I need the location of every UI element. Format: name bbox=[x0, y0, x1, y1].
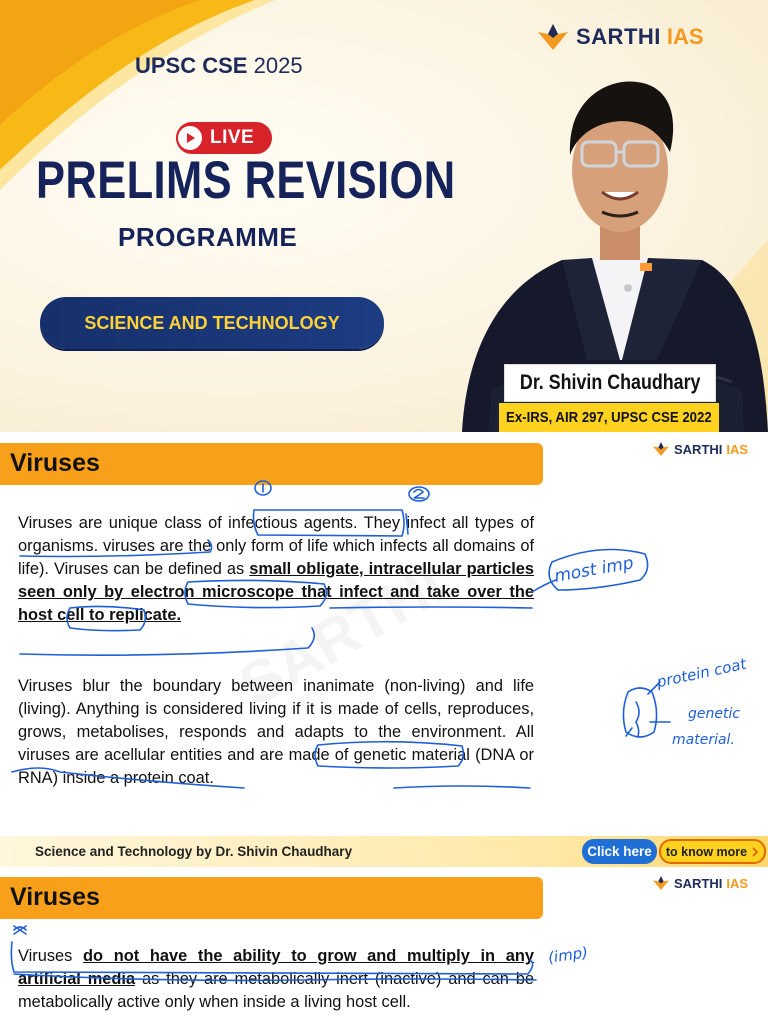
play-icon bbox=[176, 124, 204, 152]
note-material: material. bbox=[672, 732, 735, 748]
note-protein-coat: protein coat bbox=[655, 654, 748, 692]
presenter-credentials-text: Ex-IRS, AIR 297, UPSC CSE 2022 bbox=[506, 409, 712, 426]
brand-name: SARTHI bbox=[576, 24, 661, 49]
paragraph-text: Viruses are unique class of infectious agents. They infect all types of organisms. viruses are the only form of life which infects all domains of life). Viruses can be defined as bbox=[18, 514, 534, 578]
footer-text: Science and Technology by Dr. Shivin Chaudhary bbox=[35, 844, 353, 859]
slide-logo-ias: IAS bbox=[726, 441, 749, 457]
slide1-paragraph-2: Viruses blur the boundary between inanimate (non-living) and life (living). Anything is considered living if it is made of cells, reproduces, grows, metabolises, responds and adapts to the environment. All viruses are acellular entities and are made of genetic material (DNA or RNA) inside a protein coat. bbox=[18, 677, 534, 787]
presenter-credentials bbox=[499, 403, 719, 432]
slide-logo bbox=[652, 875, 748, 891]
note-genetic: genetic bbox=[688, 706, 741, 722]
note-most-imp: most imp bbox=[552, 553, 636, 587]
know-more-label: to know more bbox=[665, 844, 748, 859]
exam-label bbox=[135, 53, 303, 79]
presenter-name bbox=[504, 364, 716, 402]
subject-pill: SCIENCE AND TECHNOLOGY bbox=[40, 297, 384, 349]
promo-banner bbox=[0, 0, 768, 432]
paragraph-text: as they are metabolically inert (inactive) and can be metabolically active only when inside a living host cell. bbox=[18, 970, 534, 1011]
brand-logo bbox=[536, 22, 704, 52]
exam-name: UPSC CSE bbox=[135, 53, 248, 78]
know-more-button[interactable] bbox=[659, 839, 766, 864]
slide-title: Viruses bbox=[10, 883, 100, 911]
programme-subtitle: PROGRAMME bbox=[118, 222, 298, 252]
paragraph-text: Viruses bbox=[18, 947, 84, 965]
slide-logo-ias: IAS bbox=[726, 875, 749, 891]
chevron-right-icon bbox=[751, 847, 759, 857]
slide-title: Viruses bbox=[10, 449, 100, 477]
brand-mark-icon bbox=[652, 875, 670, 891]
slide-logo-name: SARTHI bbox=[674, 441, 723, 457]
definition-bold: small obligate, intracellular particles seen only by electron microscope that infect and take over the host cell to replicate. bbox=[18, 560, 534, 624]
brand-mark-icon bbox=[536, 22, 570, 52]
exam-year: 2025 bbox=[253, 53, 303, 78]
click-here-button[interactable]: Click here bbox=[582, 839, 657, 864]
note-imp: (imp) bbox=[546, 943, 590, 967]
slide-title-bar bbox=[0, 877, 543, 919]
presenter-name-text: Dr. Shivin Chaudhary bbox=[519, 371, 701, 394]
live-label: LIVE bbox=[210, 127, 255, 148]
slide-logo-name: SARTHI bbox=[674, 875, 723, 891]
programme-title: PRELIMS REVISION bbox=[36, 151, 456, 210]
key-statement-bold: do not have the ability to grow and multiply in any artificial media bbox=[18, 947, 534, 988]
handwritten-annotations bbox=[0, 432, 768, 836]
handwritten-annotations bbox=[0, 920, 768, 1024]
brand-ias: IAS bbox=[666, 24, 704, 49]
